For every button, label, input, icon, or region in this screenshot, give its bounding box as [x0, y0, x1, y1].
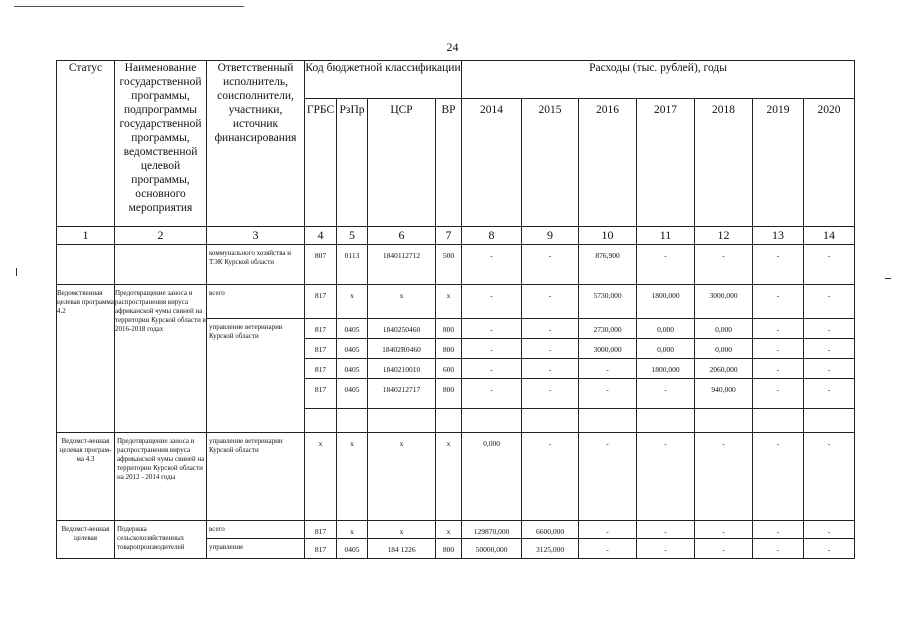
empty-cell [695, 409, 753, 433]
csr-cell: 1840112712 [368, 245, 436, 285]
grbs-cell: 817 [305, 285, 337, 319]
grbs-cell: 817 [305, 521, 337, 539]
value-cell: 876,900 [579, 245, 637, 285]
csr-cell: x [368, 433, 436, 521]
value-cell: - [753, 433, 804, 521]
vr-cell: 800 [436, 339, 462, 359]
value-cell: - [804, 433, 855, 521]
value-cell: - [753, 539, 804, 559]
header-responsible: Ответственный исполнитель, соисполнители, участники, источник финансирования [207, 61, 305, 227]
scan-mark [16, 268, 17, 276]
scan-artifact-line [14, 6, 244, 7]
value-cell: - [753, 339, 804, 359]
grbs-cell: 817 [305, 379, 337, 409]
header-year: 2014 [462, 99, 522, 227]
empty-cell [368, 409, 436, 433]
value-cell: - [462, 339, 522, 359]
header-year: 2018 [695, 99, 753, 227]
value-cell: 5730,000 [579, 285, 637, 319]
value-cell: - [804, 359, 855, 379]
budget-table [56, 60, 855, 559]
value-cell: 1800,000 [637, 359, 695, 379]
header-year: 2015 [522, 99, 579, 227]
header-grbs: ГРБС [305, 99, 337, 227]
status-cell: Ведомст-венная целевая [57, 521, 115, 559]
value-cell: - [753, 285, 804, 319]
value-cell: - [579, 521, 637, 539]
table-row [57, 521, 855, 539]
value-cell: 0,000 [637, 339, 695, 359]
column-number: 7 [436, 227, 462, 245]
value-cell: - [637, 433, 695, 521]
value-cell: - [753, 245, 804, 285]
value-cell: 6600,000 [522, 521, 579, 539]
column-number: 12 [695, 227, 753, 245]
status-cell [57, 245, 115, 285]
grbs-cell: x [305, 433, 337, 521]
value-cell: 2730,000 [579, 319, 637, 339]
vr-cell: x [436, 285, 462, 319]
rzpr-cell: x [337, 433, 368, 521]
value-cell: - [579, 539, 637, 559]
vr-cell: x [436, 521, 462, 539]
column-number: 5 [337, 227, 368, 245]
rzpr-cell: 0113 [337, 245, 368, 285]
value-cell: - [695, 521, 753, 539]
header-year: 2020 [804, 99, 855, 227]
value-cell: 0,000 [637, 319, 695, 339]
value-cell: - [579, 359, 637, 379]
value-cell: - [753, 319, 804, 339]
name-cell: Предотвращение заноса и распространения вируса африканской чумы свиней на территории Курской области в 2016-2018 годах [115, 285, 207, 433]
value-cell: - [804, 245, 855, 285]
value-cell: - [522, 319, 579, 339]
value-cell: 0,000 [695, 339, 753, 359]
rzpr-cell: 0405 [337, 539, 368, 559]
column-number: 3 [207, 227, 305, 245]
vr-cell: 800 [436, 539, 462, 559]
rzpr-cell: 0405 [337, 379, 368, 409]
vr-cell: 800 [436, 319, 462, 339]
value-cell: - [804, 285, 855, 319]
value-cell: - [522, 245, 579, 285]
status-cell: Ведомст-венная целевая програм-ма 4.3 [57, 433, 115, 521]
csr-cell: 1840212717 [368, 379, 436, 409]
value-cell: - [462, 379, 522, 409]
value-cell: - [753, 521, 804, 539]
value-cell: - [522, 433, 579, 521]
scan-mark [885, 278, 891, 279]
value-cell: 0,000 [695, 319, 753, 339]
value-cell: - [579, 433, 637, 521]
column-number: 2 [115, 227, 207, 245]
header-csr: ЦСР [368, 99, 436, 227]
empty-cell [305, 409, 337, 433]
executor-cell: коммунального хозяйства и ТЭК Курской области [207, 245, 305, 285]
empty-cell [804, 409, 855, 433]
header-year: 2016 [579, 99, 637, 227]
value-cell: 1800,000 [637, 285, 695, 319]
value-cell: - [522, 379, 579, 409]
column-number: 4 [305, 227, 337, 245]
value-cell: - [462, 245, 522, 285]
header-status: Статус [57, 61, 115, 227]
empty-cell [579, 409, 637, 433]
value-cell: 2060,000 [695, 359, 753, 379]
executor-cell: управление ветеринарии Курской области [207, 319, 305, 433]
value-cell: - [804, 339, 855, 359]
header-year: 2017 [637, 99, 695, 227]
column-number: 13 [753, 227, 804, 245]
header-year: 2019 [753, 99, 804, 227]
value-cell: - [462, 319, 522, 339]
column-number: 14 [804, 227, 855, 245]
value-cell: - [695, 245, 753, 285]
empty-cell [753, 409, 804, 433]
name-cell: Подержка сельскохозяйственных товаропроизводителей [115, 521, 207, 559]
value-cell: 3000,000 [579, 339, 637, 359]
header-program-name: Наименование государственной программы, подпрограммы государственной программы, ведомственной целевой программы, основного мероприятия [115, 61, 207, 227]
table-row [57, 285, 855, 319]
vr-cell: x [436, 433, 462, 521]
rzpr-cell: 0405 [337, 359, 368, 379]
value-cell: 3125,000 [522, 539, 579, 559]
value-cell: - [637, 521, 695, 539]
header-vr: ВР [436, 99, 462, 227]
grbs-cell: 817 [305, 539, 337, 559]
empty-cell [436, 409, 462, 433]
csr-cell: x [368, 521, 436, 539]
header-rzpr: РзПр [337, 99, 368, 227]
column-number: 9 [522, 227, 579, 245]
empty-cell [462, 409, 522, 433]
name-cell [115, 245, 207, 285]
value-cell: - [637, 379, 695, 409]
value-cell: - [462, 359, 522, 379]
table-row [57, 433, 855, 521]
csr-cell: 1840250460 [368, 319, 436, 339]
header-budget-code: Код бюджетной классификации [305, 61, 462, 99]
empty-cell [637, 409, 695, 433]
csr-cell: 1840210010 [368, 359, 436, 379]
value-cell: 50000,000 [462, 539, 522, 559]
vr-cell: 800 [436, 379, 462, 409]
value-cell: - [804, 539, 855, 559]
empty-cell [337, 409, 368, 433]
executor-cell: всего [207, 521, 305, 539]
grbs-cell: 817 [305, 339, 337, 359]
value-cell: - [522, 285, 579, 319]
rzpr-cell: 0405 [337, 319, 368, 339]
value-cell: - [753, 379, 804, 409]
value-cell: - [522, 359, 579, 379]
value-cell: 3000,000 [695, 285, 753, 319]
page-number: 24 [446, 40, 459, 54]
grbs-cell: 817 [305, 359, 337, 379]
rzpr-cell: x [337, 285, 368, 319]
column-number: 10 [579, 227, 637, 245]
csr-cell: 18402R0460 [368, 339, 436, 359]
value-cell: 940,000 [695, 379, 753, 409]
column-number: 6 [368, 227, 436, 245]
csr-cell: x [368, 285, 436, 319]
empty-cell [522, 409, 579, 433]
vr-cell: 500 [436, 245, 462, 285]
csr-cell: 184 1226 [368, 539, 436, 559]
value-cell: - [804, 319, 855, 339]
value-cell: - [753, 359, 804, 379]
column-number: 8 [462, 227, 522, 245]
rzpr-cell: x [337, 521, 368, 539]
grbs-cell: 817 [305, 319, 337, 339]
executor-cell: управление [207, 539, 305, 559]
name-cell: Предотвращение заноса и распространения вируса африканской чумы свиней на территории Курской области на 2012 - 2014 годы [115, 433, 207, 521]
value-cell: - [522, 339, 579, 359]
value-cell: - [462, 285, 522, 319]
value-cell: - [637, 539, 695, 559]
grbs-cell: 807 [305, 245, 337, 285]
value-cell: - [804, 379, 855, 409]
value-cell: 129870,000 [462, 521, 522, 539]
value-cell: - [804, 521, 855, 539]
executor-cell: всего [207, 285, 305, 319]
executor-cell: управление ветеринарии Курской области [207, 433, 305, 521]
header-expenses: Расходы (тыс. рублей), годы [462, 61, 855, 99]
rzpr-cell: 0405 [337, 339, 368, 359]
column-number: 1 [57, 227, 115, 245]
value-cell: - [579, 379, 637, 409]
value-cell: - [695, 539, 753, 559]
value-cell: - [695, 433, 753, 521]
value-cell: 0,000 [462, 433, 522, 521]
column-number: 11 [637, 227, 695, 245]
status-cell: Ведомственная целевая программа 4.2 [57, 285, 115, 433]
vr-cell: 600 [436, 359, 462, 379]
table-row [57, 245, 855, 285]
value-cell: - [637, 245, 695, 285]
